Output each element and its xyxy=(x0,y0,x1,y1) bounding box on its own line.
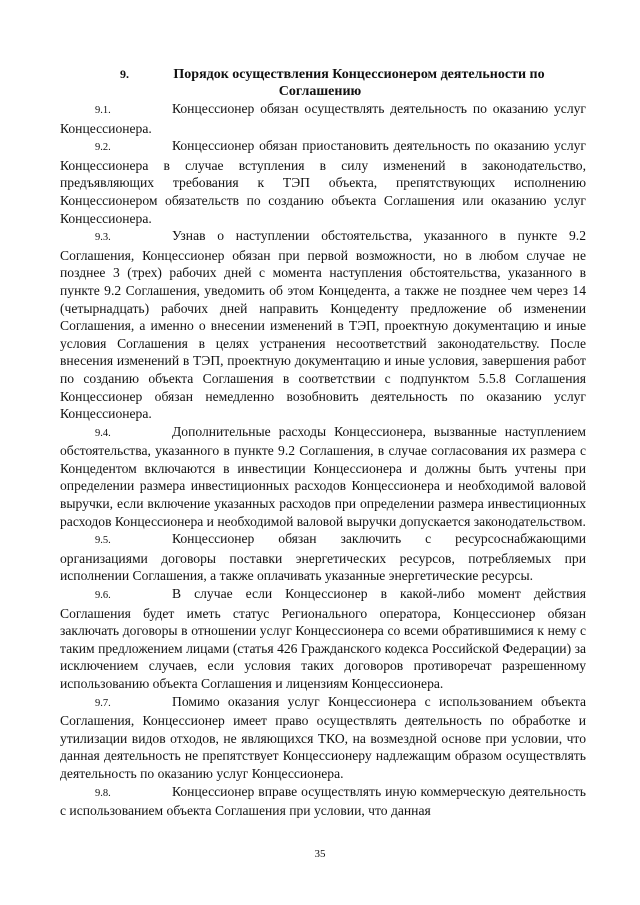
page-number: 35 xyxy=(314,848,326,860)
paragraph-number: 9.3. xyxy=(95,232,111,244)
paragraph-number: 9.1. xyxy=(95,105,111,116)
section-title-line2: Соглашению xyxy=(278,84,362,99)
paragraph-text: В случае если Концессионер в какой-либо момент действия Соглашения будет иметь статус Регионального оператора, Концессионер обязан заключать договоры в отношении услуг Концессионера со всеми обратившимися к нему с таким предложением лицами (статья 426 Гражданского кодекса Российской Федерации) за исключением случаев, если условия таких договоров противоречат разрешенному использованию объекта Соглашения и лицензиям Концессионера. xyxy=(60,586,586,691)
paragraph-9-1 xyxy=(60,100,586,137)
paragraph-text: Концессионер обязан заключить с ресурсоснабжающими организациями договоры поставки энергетических ресурсов, потребляемых при исполнении Соглашения, а также оплачивать указанные энергетические ресурсы. xyxy=(60,531,586,584)
paragraph-9-5 xyxy=(60,530,586,585)
section-number: 9. xyxy=(120,67,129,81)
paragraph-9-3 xyxy=(60,227,586,423)
paragraph-9-6 xyxy=(60,585,586,693)
paragraph-number: 9.5. xyxy=(95,535,111,547)
paragraph-text: Дополнительные расходы Концессионера, вызванные наступлением обстоятельства, указанного в пункте 9.2 Соглашения, в случае согласования их размера с Концедентом включаются в инвестиции Концессионера и должны быть учтены при определении размера инвестиционных расходов Концессионера и необходимой валовой выручки, если включение указанных расходов при определении размера инвестиционных расходов Концессионера и необходимой валовой выручки допускается законодательством. xyxy=(60,423,586,529)
paragraph-number: 9.2. xyxy=(95,142,111,154)
section-heading xyxy=(60,66,580,100)
paragraph-9-2 xyxy=(60,137,586,227)
section-body xyxy=(60,100,586,820)
paragraph-text: Концессионер обязан осуществлять деятельность по оказанию услуг Концессионера. xyxy=(60,101,586,136)
paragraph-number: 9.6. xyxy=(95,590,111,602)
paragraph-number: 9.7. xyxy=(95,697,111,709)
paragraph-9-8 xyxy=(60,783,586,820)
section-title-line1: Порядок осуществления Концессионером деятельности по xyxy=(173,67,545,82)
paragraph-text: Помимо оказания услуг Концессионера с использованием объекта Соглашения, Концессионер имеет право осуществлять деятельность по обработке и утилизации видов отходов, не являющихся ТКО, на возмездной основе при условии, что данная деятельность не препятствует Концессионеру надлежащим образом осуществлять деятельность по оказанию услуг Концессионера. xyxy=(60,693,586,781)
paragraph-text: Концессионер обязан приостановить деятельность по оказанию услуг Концессионера в случае вступления в силу изменений в законодательство, предъявляющих требования к ТЭП объекта, препятствующих исполнению Концессионером обязательств по созданию объекта Соглашения или оказанию услуг Концессионера. xyxy=(60,138,586,226)
paragraph-9-7 xyxy=(60,693,586,783)
paragraph-text: Концессионер вправе осуществлять иную коммерческую деятельность с использованием объекта Соглашения при условии, что данная xyxy=(60,783,586,819)
paragraph-text: Узнав о наступлении обстоятельства, указанного в пункте 9.2 Соглашения, Концессионер обязан при первой возможности, но в любом случае не позднее 3 (трех) рабочих дней с момента наступления обстоятельства, указанного в пункте 9.2 Соглашения, уведомить об этом Концедента, а также не позднее чем через 14 (четырнадцать) рабочих дней направить Концеденту предложение об изменении Соглашения, а именно о внесении изменений в ТЭП, проектную документацию и иные условия Соглашения в целях устранения несоответствий законодательству. После внесения изменений в ТЭП, проектную документацию и иные условия, завершения работ по созданию объекта Соглашения в соответствии с подпунктом 5.5.8 Соглашения Концессионер обязан немедленно возобновить деятельность по оказанию услуг Концессионера. xyxy=(60,228,586,422)
paragraph-9-4 xyxy=(60,423,586,531)
paragraph-number: 9.8. xyxy=(95,787,111,799)
paragraph-number: 9.4. xyxy=(95,427,111,439)
